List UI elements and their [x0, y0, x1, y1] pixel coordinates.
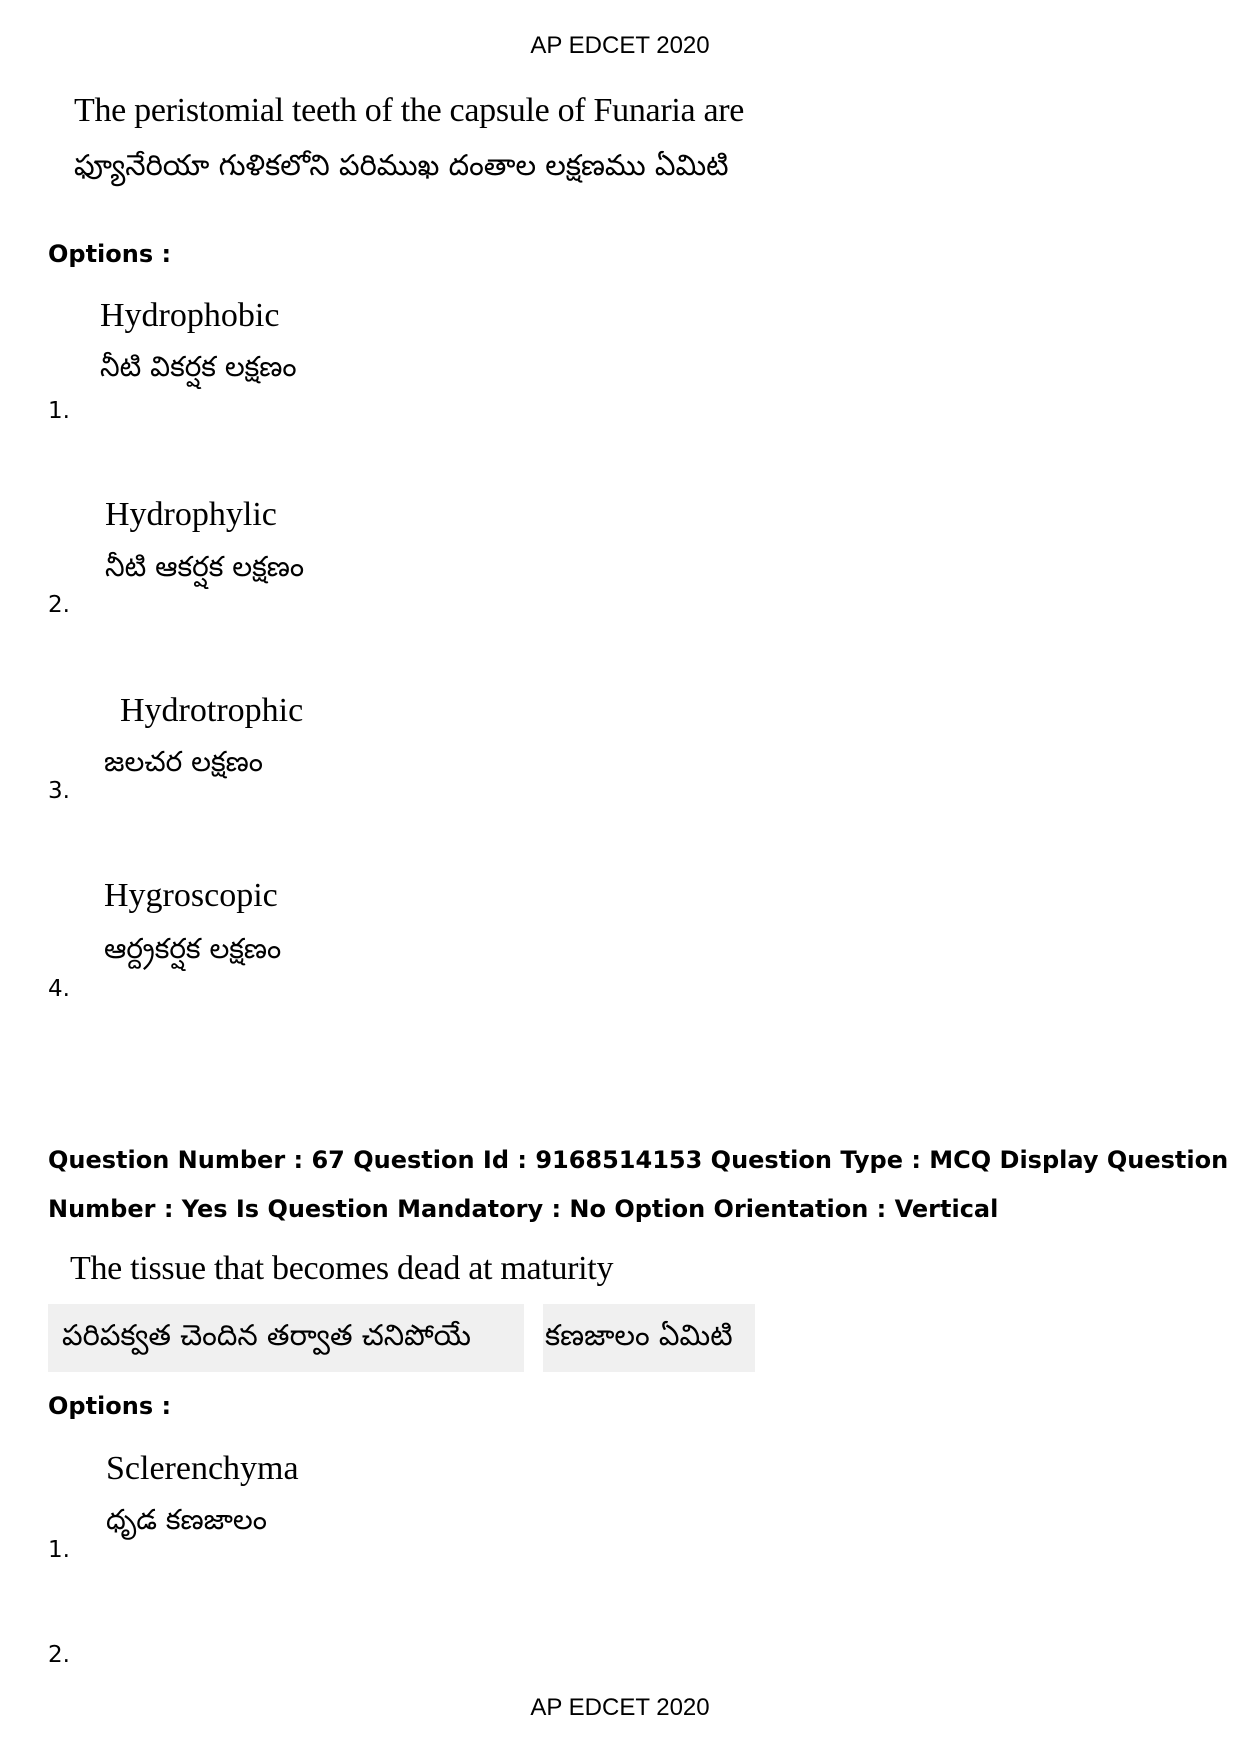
option-3-text-en: Hydrotrophic: [120, 692, 304, 729]
option-4-text-en: Hygroscopic: [104, 877, 278, 914]
option-1-text-te: నీటి వికర్షక లక్షణం: [100, 350, 297, 383]
question-text-en: The peristomial teeth of the capsule of Funaria are: [74, 92, 745, 129]
question-meta-line-2: Number : Yes Is Question Mandatory : No Option Orientation : Vertical: [48, 1195, 999, 1223]
page-header: AP EDCET 2020: [530, 32, 710, 59]
option-1-text-en: Hydrophobic: [100, 297, 280, 334]
option-2-text-en: Hydrophylic: [105, 496, 277, 533]
option-4-text-te: ఆర్ద్రకర్షక లక్షణం: [104, 932, 282, 965]
option-2-text-te: నీటి ఆకర్షక లక్షణం: [105, 550, 305, 583]
option-1-number: 1.: [48, 398, 70, 424]
question-meta-line-1: Question Number : 67 Question Id : 9168514153 Question Type : MCQ Display Question: [48, 1146, 1229, 1174]
option-1-text-te: ధృడ కణజాలం: [106, 1503, 267, 1536]
page-footer: AP EDCET 2020: [530, 1694, 710, 1721]
question-text-te: ఫ్యూనేరియా గుళికలోని పరిముఖ దంతాల లక్షణము ఏమిటి: [74, 148, 729, 182]
option-3-text-te: జలచర లక్షణం: [104, 745, 263, 778]
options-label: Options :: [48, 240, 172, 268]
option-3-number: 3.: [48, 778, 70, 804]
option-1-number: 1.: [48, 1537, 70, 1563]
question-text-te-part-2: కణజాలం ఏమిటి: [545, 1318, 733, 1352]
option-4-number: 4.: [48, 976, 70, 1002]
option-1-text-en: Sclerenchyma: [106, 1450, 299, 1487]
option-2-number: 2.: [48, 592, 70, 618]
question-text-te-part-1: పరిపక్వత చెందిన తర్వాత చనిపోయే: [62, 1318, 471, 1352]
option-2-number: 2.: [48, 1642, 70, 1668]
options-label: Options :: [48, 1392, 172, 1420]
question-text-en: The tissue that becomes dead at maturity: [70, 1250, 614, 1287]
